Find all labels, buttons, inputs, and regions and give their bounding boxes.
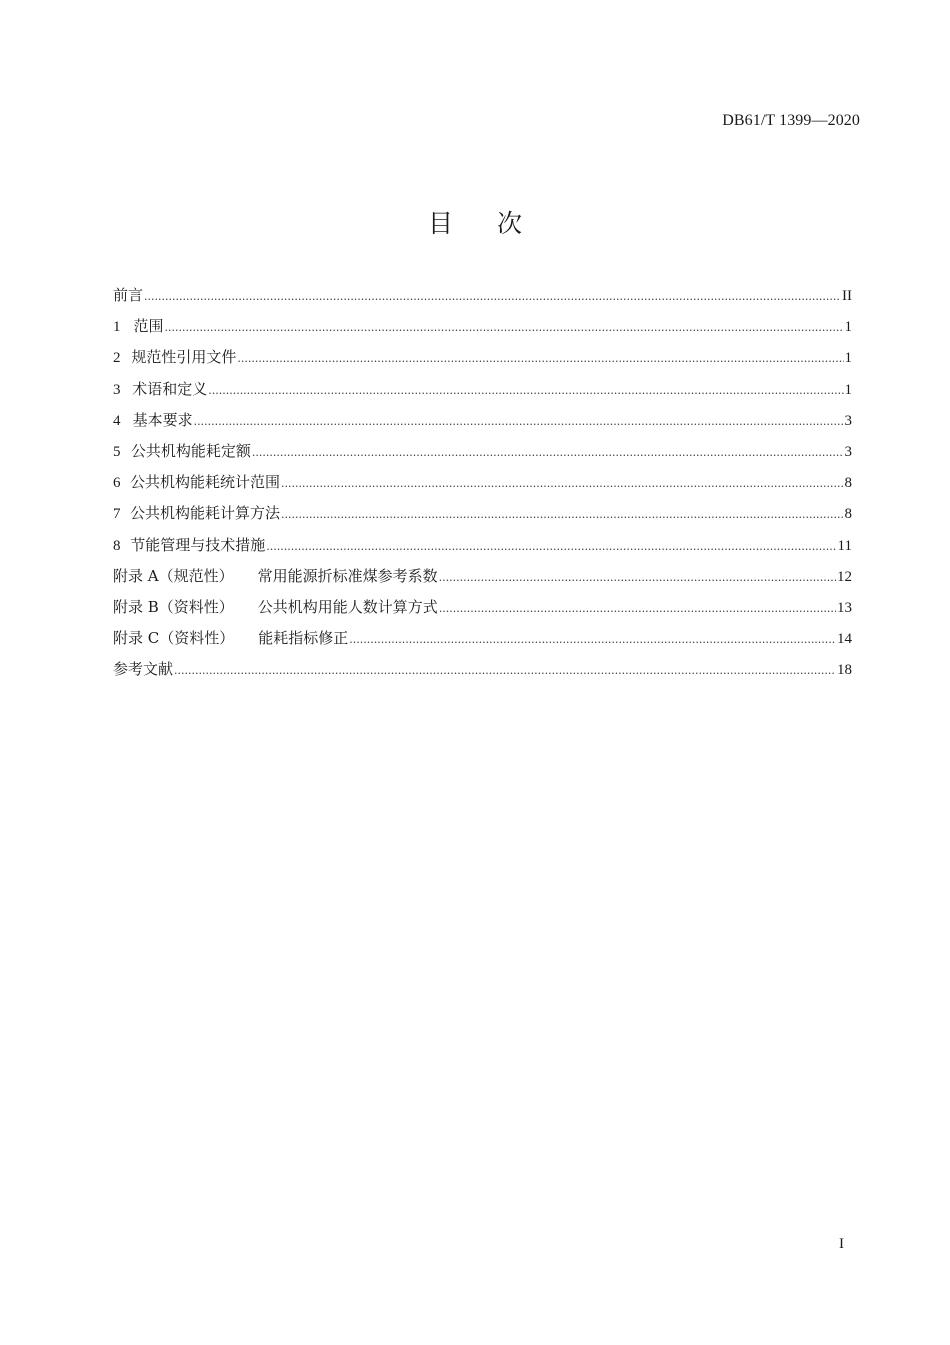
toc-entry-label (113, 565, 438, 586)
toc-entry-scope[interactable] (113, 315, 852, 346)
toc-dot-leader (439, 567, 836, 585)
toc-entry-page: 1 (844, 381, 852, 398)
toc-entry-appendix-b[interactable] (113, 596, 852, 627)
toc-dot-leader (349, 629, 836, 647)
toc-entry-page: 3 (844, 412, 852, 429)
toc-dot-leader (174, 660, 836, 678)
toc-entry-label: 前言 (113, 286, 144, 304)
toc-entry-statistics-scope[interactable] (113, 471, 852, 502)
toc-entry-bibliography[interactable] (113, 658, 852, 689)
appendix-title: 公共机构用能人数计算方式 (257, 597, 438, 616)
page-title: 目次 (427, 209, 566, 238)
toc-dot-leader (252, 442, 844, 460)
toc-dot-leader (281, 504, 843, 522)
toc-entry-label: 公共机构能耗定额 (130, 441, 251, 460)
toc-entry-normative-references[interactable] (113, 346, 852, 377)
toc-dot-leader (144, 286, 841, 304)
toc-entry-page: 11 (837, 537, 852, 554)
toc-entry-management-measures[interactable] (113, 534, 852, 565)
toc-entry-number: 8 (113, 537, 121, 554)
toc-entry-label: 参考文献 (113, 660, 174, 679)
toc-entry-label: 术语和定义 (132, 379, 208, 398)
toc-entry-page: 13 (837, 599, 852, 616)
toc-entry-label (113, 627, 348, 648)
toc-entry-page: 3 (844, 443, 852, 460)
toc-entry-number: 7 (113, 506, 121, 523)
appendix-label: 附录 A（规范性） (113, 566, 234, 585)
toc-entry-page: 1 (844, 319, 852, 336)
toc-entry-energy-quota[interactable] (113, 440, 852, 471)
toc-entry-label (113, 596, 438, 617)
table-of-contents (113, 284, 852, 689)
toc-entry-number: 6 (113, 475, 121, 492)
page-number: I (839, 1236, 844, 1252)
toc-dot-leader (165, 317, 844, 335)
toc-entry-calculation-method[interactable] (113, 502, 852, 533)
document-code: DB61/T 1399—2020 (722, 112, 860, 129)
appendix-label: 附录 C（资料性） (113, 629, 235, 648)
toc-dot-leader (208, 380, 843, 398)
toc-entry-number: 2 (113, 350, 121, 367)
toc-entry-label: 规范性引用文件 (131, 348, 237, 367)
toc-entry-page: 14 (837, 631, 852, 648)
toc-entry-terms-definitions[interactable] (113, 378, 852, 409)
toc-entry-number: 4 (113, 412, 121, 429)
toc-entry-label: 范围 (133, 317, 164, 336)
toc-entry-appendix-a[interactable] (113, 565, 852, 596)
toc-dot-leader (266, 536, 836, 554)
toc-dot-leader (194, 411, 844, 429)
toc-entry-basic-requirements[interactable] (113, 409, 852, 440)
toc-dot-leader (281, 473, 843, 491)
toc-entry-label: 公共机构能耗统计范围 (130, 473, 281, 492)
toc-entry-page: 1 (844, 350, 852, 367)
toc-entry-label: 基本要求 (132, 410, 193, 429)
toc-entry-page: 18 (837, 662, 852, 679)
toc-entry-foreword[interactable] (113, 284, 852, 315)
toc-entry-appendix-c[interactable] (113, 627, 852, 658)
toc-entry-number: 1 (113, 319, 121, 336)
toc-dot-leader (237, 348, 843, 366)
toc-entry-page: 8 (844, 506, 852, 523)
appendix-title: 能耗指标修正 (258, 629, 349, 648)
toc-entry-number: 3 (113, 381, 121, 398)
toc-entry-label: 节能管理与技术措施 (130, 535, 266, 554)
toc-entry-page: 12 (837, 568, 852, 585)
toc-dot-leader (439, 598, 836, 616)
toc-entry-page: II (842, 288, 852, 304)
toc-entry-label: 公共机构能耗计算方法 (130, 504, 281, 523)
appendix-title: 常用能源折标准煤参考系数 (257, 566, 438, 585)
toc-entry-page: 8 (844, 475, 852, 492)
appendix-label: 附录 B（资料性） (113, 597, 234, 616)
toc-entry-number: 5 (113, 443, 121, 460)
